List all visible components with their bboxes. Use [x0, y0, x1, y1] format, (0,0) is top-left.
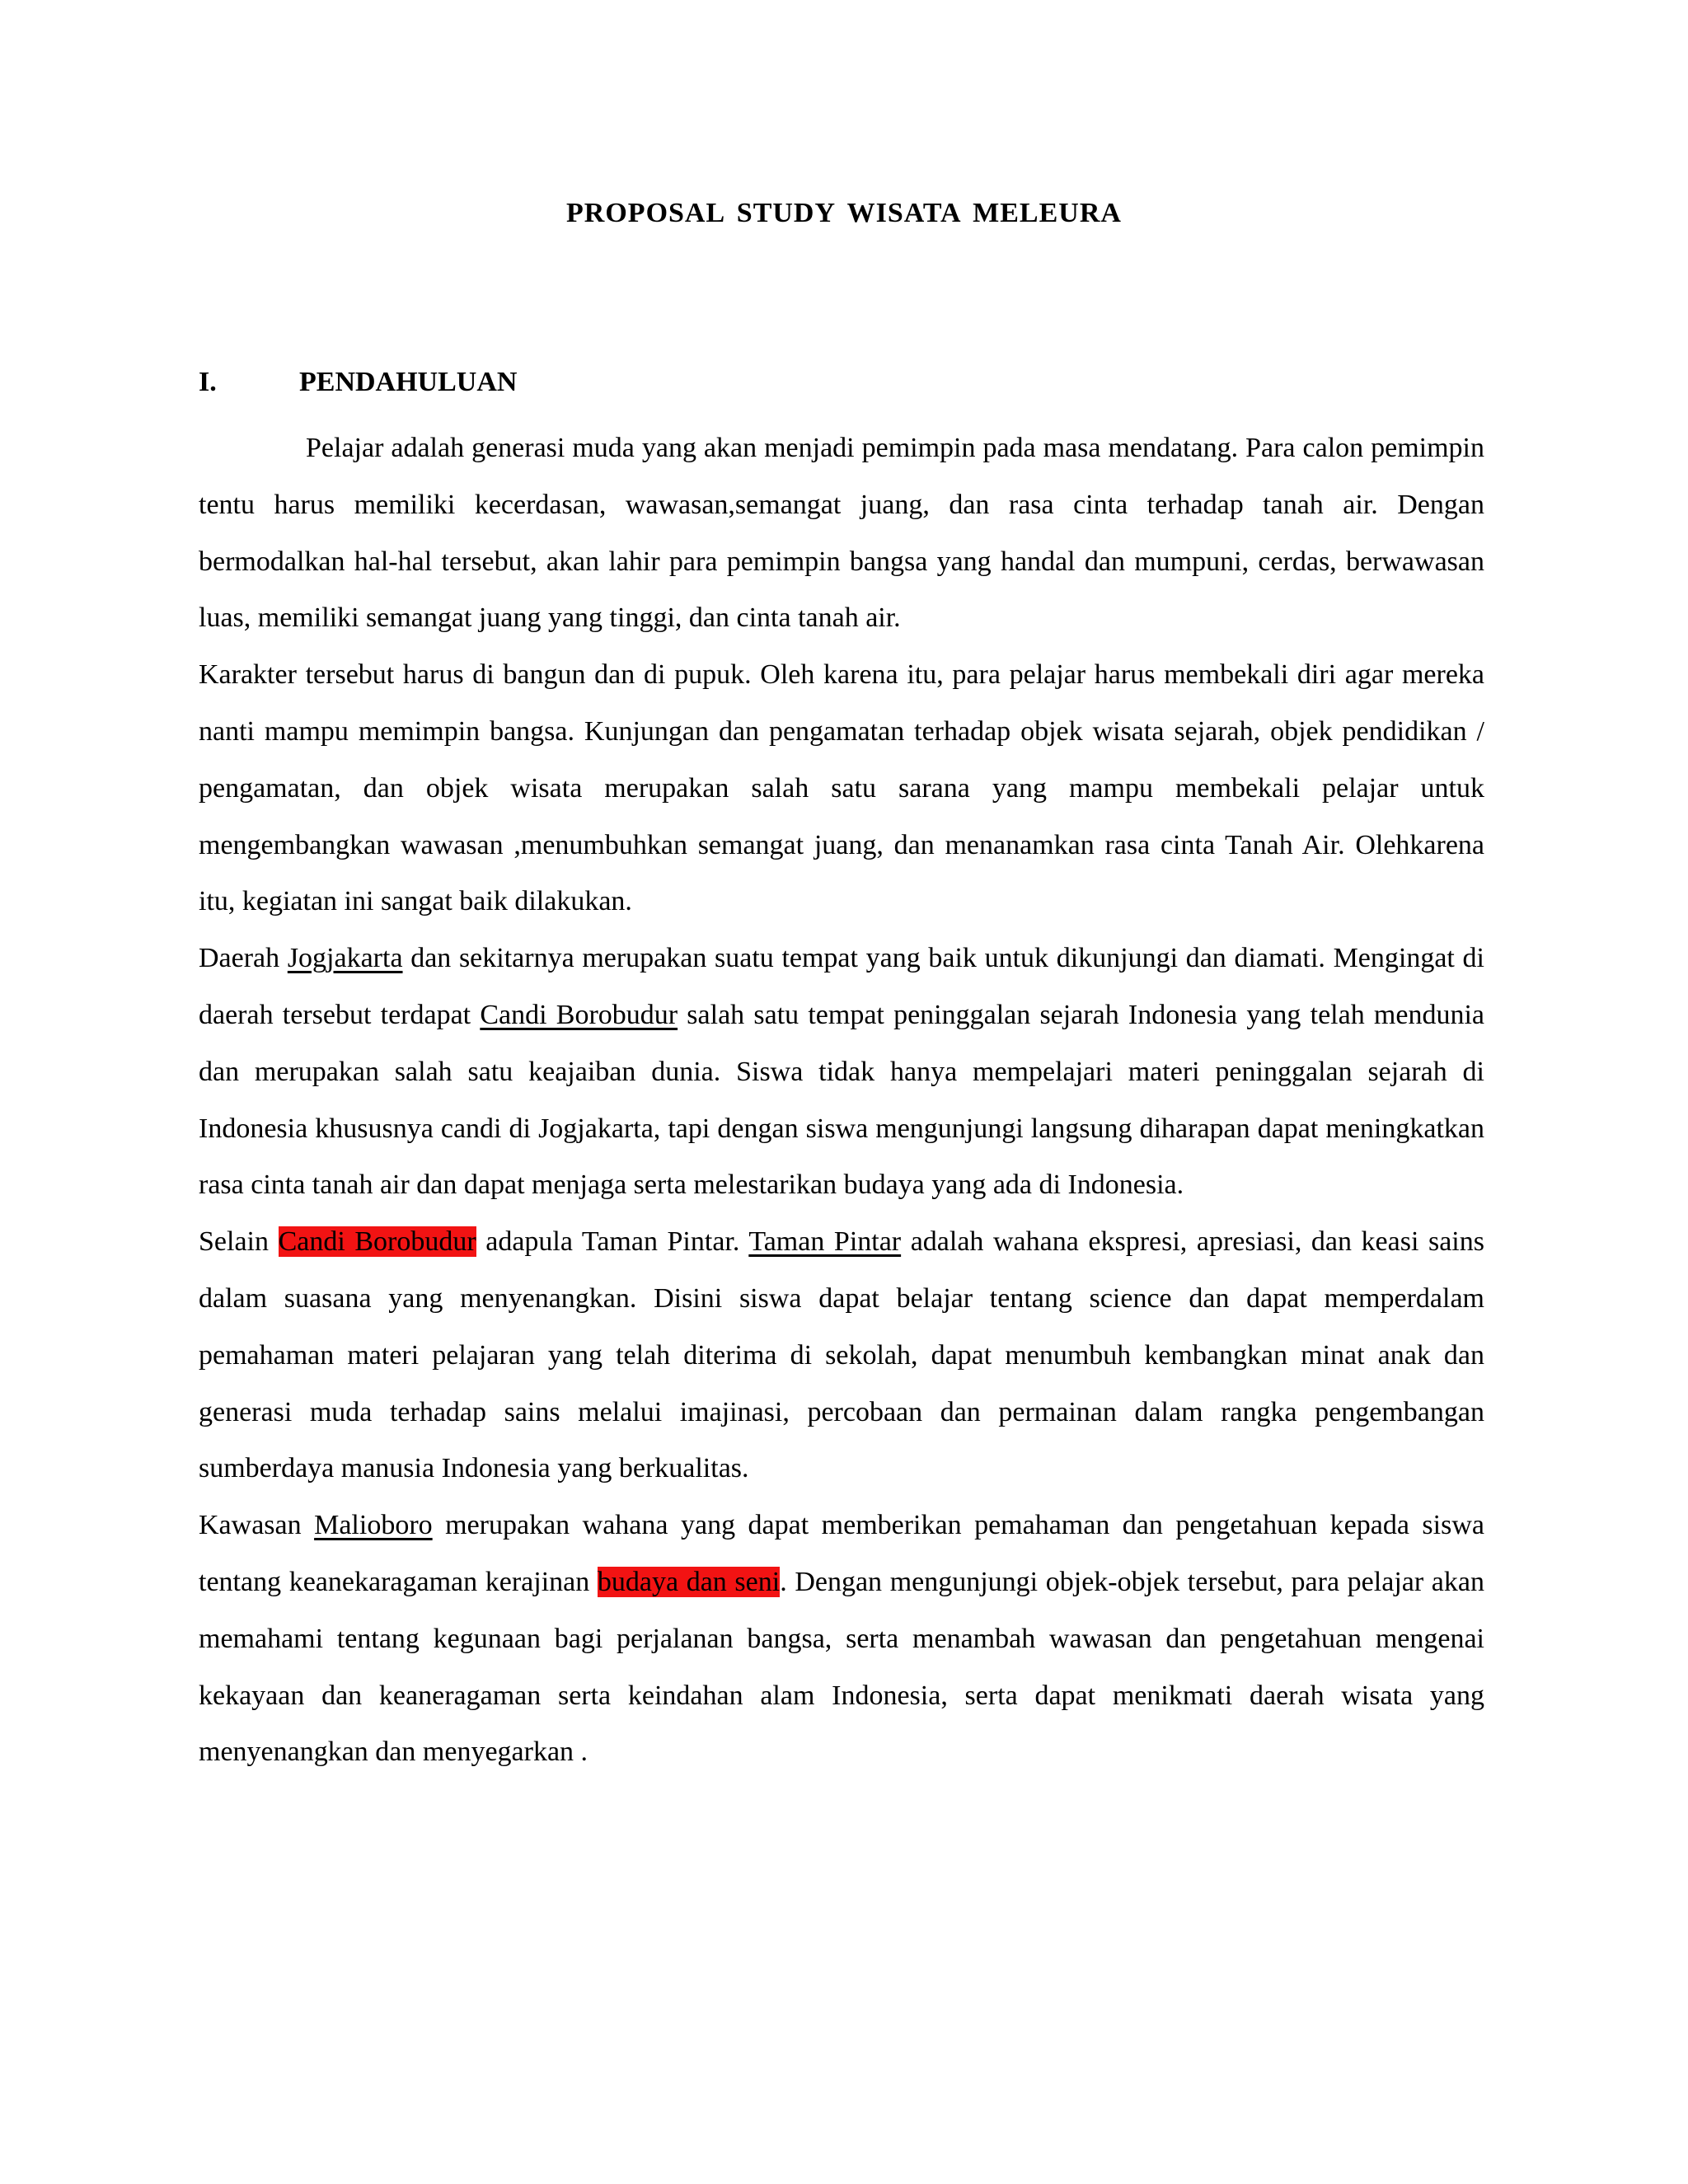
highlighted-term-budaya-dan-seni: budaya dan seni: [597, 1566, 781, 1597]
paragraph-malioboro: [199, 1497, 1484, 1781]
underlined-term-jogjakarta: Jogjakarta: [287, 943, 403, 974]
underlined-term-candi-borobudur: Candi Borobudur: [480, 999, 678, 1030]
section-title: PENDAHULUAN: [299, 367, 518, 397]
text-run: adalah wahana ekspresi, apresiasi, dan keasi sains dalam suasana yang menyenangkan. Disini siswa dapat belajar tentang science dan dapat memperdalam pemahaman materi pelajaran yang telah diterima di sekolah, dapat menumbuh kembangkan minat anak dan generasi muda terhadap sains melalui imajinasi, percobaan dan permainan dalam rangka pengembangan sumberdaya manusia Indonesia yang berkualitas.: [199, 1226, 1484, 1484]
text-run: Daerah: [199, 943, 288, 974]
section-heading: [199, 367, 1484, 398]
document-title: PROPOSAL STUDY WISATA MELEURA: [566, 198, 1122, 228]
underlined-term-malioboro: Malioboro: [314, 1510, 433, 1541]
text-run: adapula Taman Pintar.: [476, 1226, 749, 1258]
text-run: . Dengan mengunjungi objek-objek tersebut, para pelajar akan memahami tentang kegunaan bagi perjalanan bangsa, serta menambah wawasan dan pengetahuan mengenai kekayaan dan keaneragaman serta keindahan alam Indonesia, serta dapat menikmati daerah wisata yang menyenangkan dan menyegarkan .: [199, 1566, 1484, 1768]
paragraph-taman-pintar: [199, 1214, 1484, 1497]
text-run: Kawasan: [199, 1510, 315, 1541]
section-number: I.: [199, 367, 217, 397]
paragraph-intro: Pelajar adalah generasi muda yang akan menjadi pemimpin pada masa mendatang. Para calon pemimpin tentu harus memiliki kecerdasan, wawasan,semangat juang, dan rasa cinta terhadap tanah air. Dengan bermodalkan hal-hal tersebut, akan lahir para pemimpin bangsa yang handal dan mumpuni, cerdas, berwawasan luas, memiliki semangat juang yang tinggi, dan cinta tanah air.: [199, 433, 1484, 634]
text-run: Selain: [199, 1226, 279, 1258]
text-run: dan sekitarnya merupakan suatu tempat yang baik untuk dikunjungi dan diamati. Mengingat di daerah tersebut terdapat: [199, 943, 1484, 1030]
text-run: salah satu tempat peninggalan sejarah Indonesia yang telah mendunia dan merupakan salah satu keajaiban dunia. Siswa tidak hanya mempelajari materi peninggalan sejarah di Indonesia khususnya candi di Jogjakarta, tapi dengan siswa mengunjungi langsung diharapan dapat meningkatkan rasa cinta tanah air dan dapat menjaga serta melestarikan budaya yang ada di Indonesia.: [199, 999, 1484, 1201]
highlighted-term-candi-borobudur: Candi Borobudur: [278, 1226, 476, 1258]
underlined-term-taman-pintar: Taman Pintar: [748, 1226, 902, 1258]
paragraph-jogjakarta: [199, 930, 1484, 1214]
paragraph-character: Karakter tersebut harus di bangun dan di pupuk. Oleh karena itu, para pelajar harus membekali diri agar mereka nanti mampu memimpin bangsa. Kunjungan dan pengamatan terhadap objek wisata sejarah, objek pendidikan / pengamatan, dan objek wisata merupakan salah satu sarana yang mampu membekali pelajar untuk mengembangkan wawasan ,menumbuhkan semangat juang, dan menanamkan rasa cinta Tanah Air. Olehkarena itu, kegiatan ini sangat baik dilakukan.: [199, 659, 1484, 917]
text-run: merupakan wahana yang dapat memberikan pemahaman dan pengetahuan kepada siswa tentang keanekaragaman kerajinan: [199, 1510, 1484, 1597]
body-text: [199, 420, 1484, 1781]
